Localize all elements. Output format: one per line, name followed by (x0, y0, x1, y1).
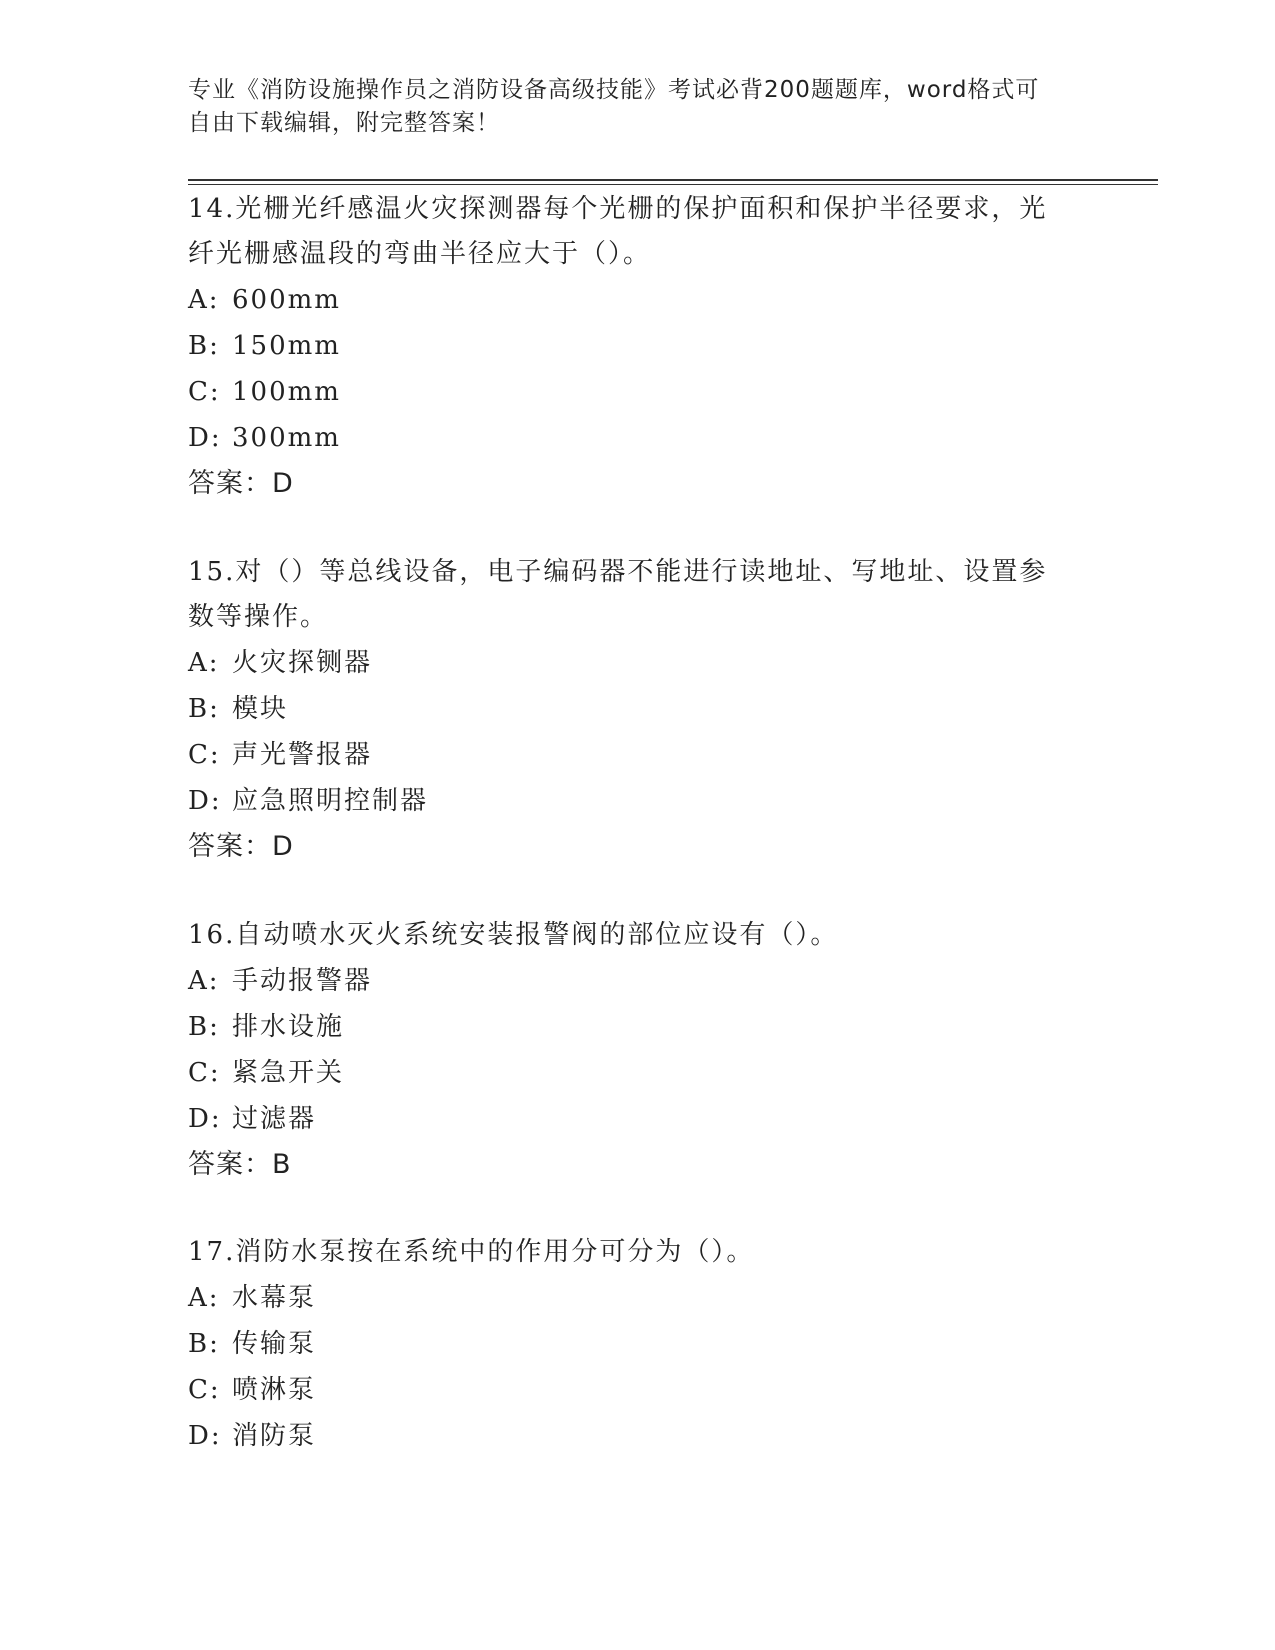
option-a (188, 277, 1088, 323)
question-stem (188, 1230, 1088, 1275)
option-text: 应急照明控制器 (232, 786, 429, 816)
option-b (188, 323, 1088, 369)
option-letter: D: (188, 1104, 222, 1134)
header-divider (188, 179, 1158, 181)
option-a (188, 640, 1088, 686)
option-text: 150mm (232, 331, 341, 361)
option-b (188, 1321, 1088, 1367)
question-16 (188, 913, 1088, 1188)
option-text: 声光警报器 (232, 740, 373, 770)
option-c (188, 1050, 1088, 1096)
option-letter: A: (188, 966, 220, 996)
question-14 (188, 187, 1088, 507)
question-stem (188, 187, 1088, 277)
option-letter: D: (188, 786, 222, 816)
option-letter: D: (188, 423, 222, 453)
answer-line: 答案：D (188, 468, 294, 499)
document-header (188, 74, 1088, 140)
option-letter: A: (188, 285, 220, 315)
option-d (188, 1413, 1088, 1459)
header-line-1: 专业《消防设施操作员之消防设备高级技能》考试必背200题题库，word格式可 (188, 77, 1040, 103)
option-text: 传输泵 (232, 1329, 317, 1359)
option-letter: A: (188, 1283, 220, 1313)
option-letter: B: (188, 1329, 220, 1359)
option-text: 排水设施 (232, 1012, 345, 1042)
option-text: 100mm (232, 377, 341, 407)
option-letter: C: (188, 1375, 221, 1405)
question-stem (188, 550, 1088, 640)
question-stem (188, 913, 1088, 958)
option-a (188, 1275, 1088, 1321)
option-text: 手动报警器 (232, 966, 373, 996)
question-stem-line-1: 15.对（）等总线设备，电子编码器不能进行读地址、写地址、设置参 (188, 557, 1048, 587)
header-divider-thin (188, 184, 1158, 185)
header-line-2: 自由下载编辑，附完整答案！ (188, 110, 500, 136)
question-stem-line-2: 数等操作。 (188, 602, 329, 632)
question-stem-line-1: 17.消防水泵按在系统中的作用分可分为（）。 (188, 1237, 755, 1267)
option-text: 火灾探铡器 (232, 648, 373, 678)
option-letter: B: (188, 694, 220, 724)
question-stem-line-2: 纤光栅感温段的弯曲半径应大于（）。 (188, 239, 652, 269)
option-a (188, 958, 1088, 1004)
option-c (188, 369, 1088, 415)
option-text: 300mm (232, 423, 341, 453)
option-letter: C: (188, 1058, 221, 1088)
option-d (188, 778, 1088, 824)
answer-line: 答案：B (188, 1149, 292, 1180)
option-b (188, 686, 1088, 732)
option-letter: D: (188, 1421, 222, 1451)
option-letter: B: (188, 331, 220, 361)
option-letter: A: (188, 648, 220, 678)
option-d (188, 415, 1088, 461)
option-text: 水幕泵 (232, 1283, 317, 1313)
option-letter: C: (188, 740, 221, 770)
question-stem-line-1: 16.自动喷水灭火系统安装报警阀的部位应设有（）。 (188, 920, 839, 950)
option-text: 过滤器 (232, 1104, 317, 1134)
question-stem-line-1: 14.光栅光纤感温火灾探测器每个光栅的保护面积和保护半径要求，光 (188, 194, 1048, 224)
question-15 (188, 550, 1088, 870)
option-d (188, 1096, 1088, 1142)
option-text: 喷淋泵 (232, 1375, 317, 1405)
option-c (188, 732, 1088, 778)
option-text: 消防泵 (232, 1421, 317, 1451)
option-letter: B: (188, 1012, 220, 1042)
option-text: 模块 (232, 694, 289, 724)
question-17 (188, 1230, 1088, 1459)
option-letter: C: (188, 377, 221, 407)
option-b (188, 1004, 1088, 1050)
option-text: 紧急开关 (232, 1058, 345, 1088)
option-text: 600mm (232, 285, 341, 315)
option-c (188, 1367, 1088, 1413)
answer-line: 答案：D (188, 831, 294, 862)
